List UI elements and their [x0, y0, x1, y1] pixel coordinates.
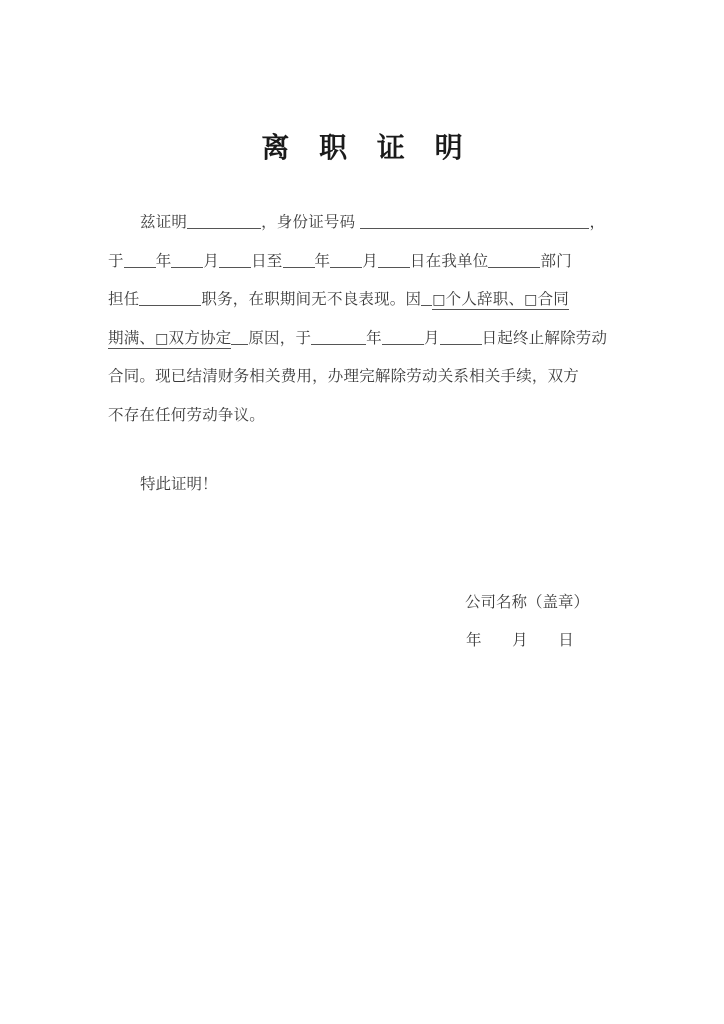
termination-month-blank[interactable]: [382, 329, 424, 345]
body-line-6: 不存在任何劳动争议。: [108, 405, 266, 424]
line2-e-text: 年: [314, 251, 331, 270]
line4-b-text: 双方协定: [168, 328, 232, 347]
body-line-1: [108, 203, 616, 242]
line2-a-text: 于: [108, 251, 124, 270]
checkbox-contract-expire-icon[interactable]: □: [524, 292, 538, 309]
checkbox-mutual-agreement-icon[interactable]: □: [155, 330, 169, 347]
end-day-blank[interactable]: [378, 252, 410, 268]
body-line-3: [108, 280, 616, 319]
line2-h-text: 部门: [540, 251, 572, 270]
id-number-blank[interactable]: [360, 213, 589, 229]
reason-option-contract[interactable]: [524, 290, 569, 310]
end-year-blank[interactable]: [283, 252, 315, 268]
line4-f-text: 日起终止解除劳动: [481, 328, 608, 347]
line4-a-text: 期满、: [108, 328, 156, 347]
line3-d-text: 合同: [537, 290, 570, 309]
line3-b-text: 职务，在职期间无不良表现。因: [201, 290, 422, 309]
body-line-5: 合同。现已结清财务相关费用，办理完解除劳动关系相关手续，双方: [108, 367, 580, 386]
company-signature-label: 公司名称（盖章）: [465, 593, 590, 611]
reason-option-mutual[interactable]: [155, 329, 231, 349]
start-day-blank[interactable]: [219, 252, 251, 268]
line1-mid-text: ，身份证号码: [261, 213, 361, 231]
reason-underline-lead: [421, 290, 432, 306]
employee-name-blank[interactable]: [187, 213, 261, 229]
reason-option-contract-cont: [108, 329, 155, 349]
body-line-2: [108, 242, 616, 281]
start-year-blank[interactable]: [124, 252, 156, 268]
line2-d-text: 日至: [251, 251, 283, 270]
line4-d-text: 年: [366, 328, 382, 347]
line1-prefix-text: 兹证明: [140, 213, 188, 231]
line2-c-text: 月: [203, 251, 220, 270]
department-blank[interactable]: [488, 252, 540, 268]
line3-c-text: 个人辞职、: [445, 290, 525, 309]
position-blank[interactable]: [139, 290, 201, 306]
body-line-4: [108, 319, 616, 358]
line4-e-text: 月: [423, 328, 440, 347]
termination-day-blank[interactable]: [440, 329, 482, 345]
end-month-blank[interactable]: [330, 252, 362, 268]
reason-option-resign[interactable]: [432, 290, 524, 310]
document-body: [108, 203, 616, 435]
line2-b-text: 年: [155, 251, 172, 270]
line2-f-text: 月: [362, 251, 378, 270]
certify-statement: 特此证明！: [140, 475, 218, 493]
line3-a-text: 担任: [108, 290, 140, 309]
signature-date-line: 年 月 日: [466, 631, 575, 649]
line1-suffix-text: ，: [589, 213, 606, 231]
checkbox-personal-resign-icon[interactable]: □: [432, 292, 446, 309]
termination-year-blank[interactable]: [311, 329, 366, 345]
page-title: 离 职 证 明: [261, 131, 473, 164]
reason-underline-tail: [231, 329, 248, 345]
line4-c-text: 原因，于: [248, 328, 312, 347]
line2-g-text: 日在我单位: [409, 251, 489, 270]
start-month-blank[interactable]: [171, 252, 203, 268]
